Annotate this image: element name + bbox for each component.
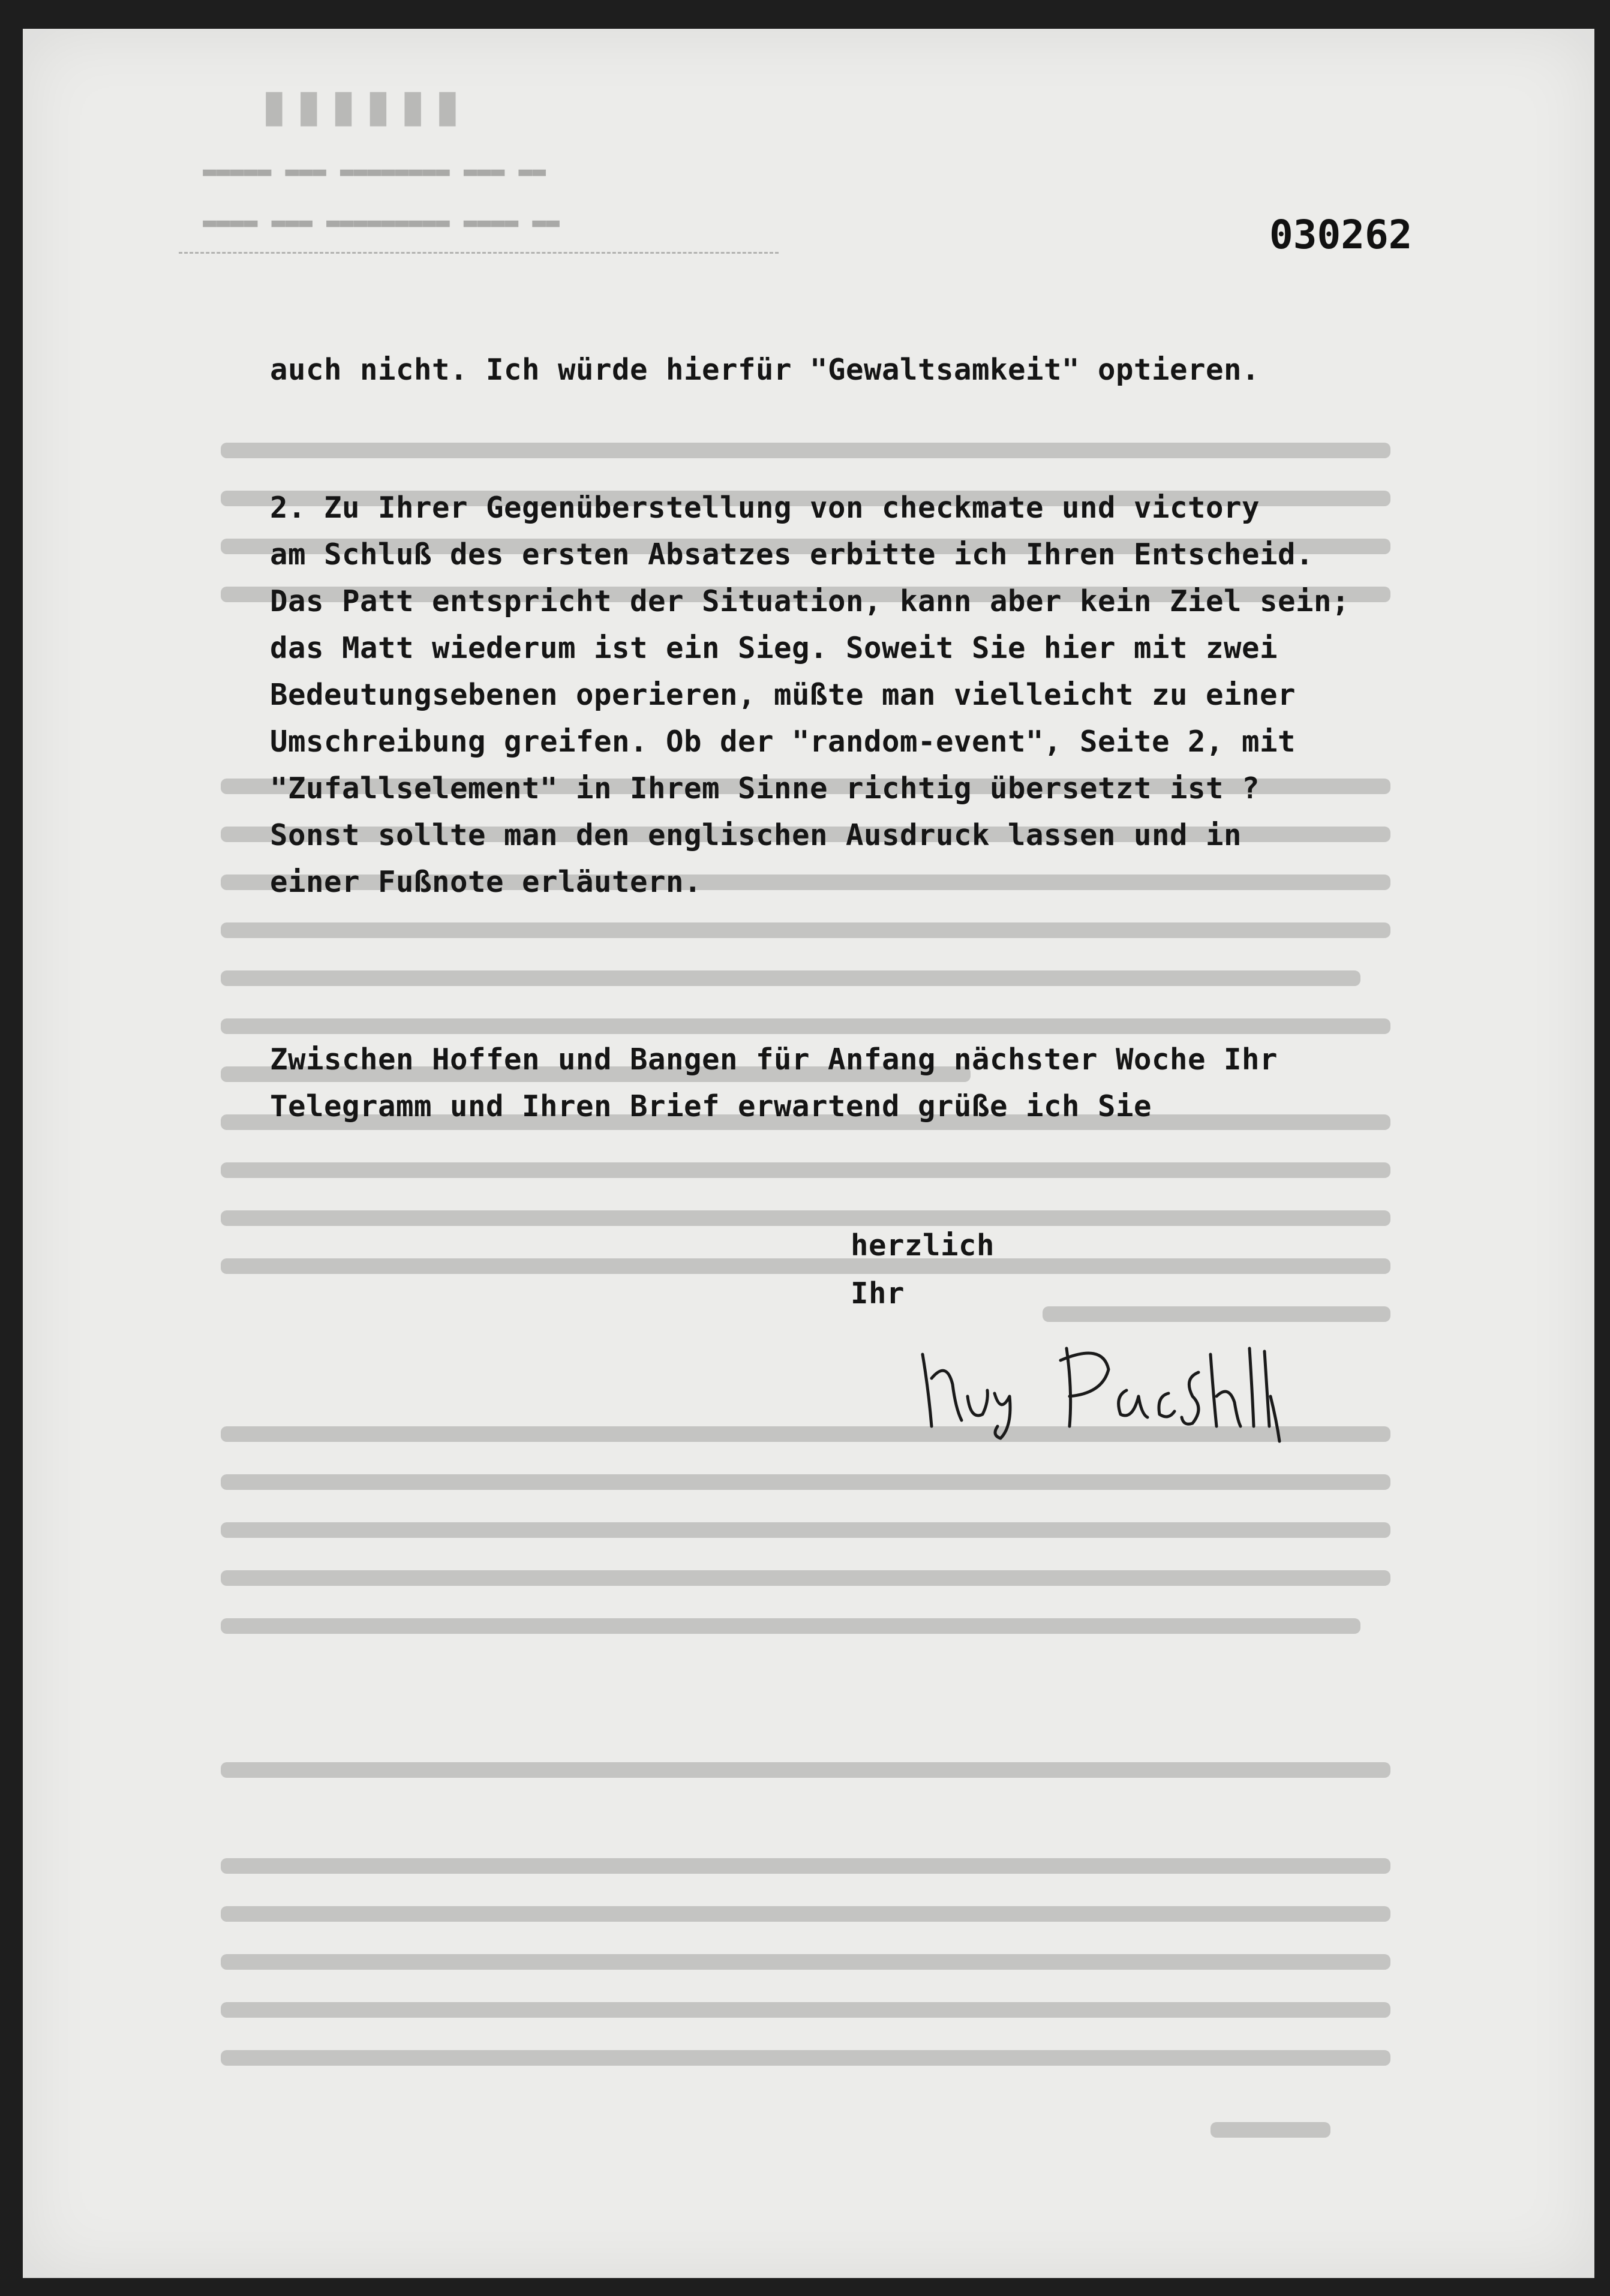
bleed-through-header: ▬▬ ▬▬▬ ▬▬▬▬▬▬▬▬ ▬▬▬ ▬▬▬▬▬ <box>203 158 546 184</box>
document-page <box>23 29 1594 2278</box>
letter-line-3: am Schluß des ersten Absatzes erbitte ich Ihren Entscheid. <box>270 537 1314 572</box>
letter-line-8: "Zufallselement" in Ihrem Sinne richtig übersetzt ist ? <box>270 771 1260 806</box>
document-number-stamp: 030262 <box>1269 212 1413 258</box>
closing-herzlich: herzlich <box>851 1228 995 1263</box>
letter-line-7: Umschreibung greifen. Ob der "random-event", Seite 2, mit <box>270 725 1296 759</box>
letter-line-12: Telegramm und Ihren Brief erwartend grüße ich Sie <box>270 1089 1152 1123</box>
bleed-through-number: ▮▮▮▮▮▮ <box>257 71 465 138</box>
letter-line-4: Das Patt entspricht der Situation, kann aber kein Ziel sein; <box>270 584 1350 618</box>
letter-line-1: auch nicht. Ich würde hierfür "Gewaltsamkeit" optieren. <box>270 353 1260 387</box>
bleed-through-header-2: ▬▬ ▬▬▬▬ ▬▬▬▬▬▬▬▬▬ ▬▬▬ ▬▬▬▬ <box>203 209 560 235</box>
letter-line-6: Bedeutungsebenen operieren, müßte man vielleicht zu einer <box>270 678 1296 712</box>
letter-line-11: Zwischen Hoffen und Bangen für Anfang nächster Woche Ihr <box>270 1042 1278 1077</box>
letter-line-9: Sonst sollte man den englischen Ausdruck lassen und in <box>270 818 1242 852</box>
handwritten-signature <box>911 1336 1282 1444</box>
letter-line-10: einer Fußnote erläutern. <box>270 865 702 899</box>
closing-ihr: Ihr <box>851 1276 905 1311</box>
letter-line-5: das Matt wiederum ist ein Sieg. Soweit Sie hier mit zwei <box>270 631 1278 665</box>
letter-line-2: 2. Zu Ihrer Gegenüberstellung von checkmate und victory <box>270 491 1260 525</box>
